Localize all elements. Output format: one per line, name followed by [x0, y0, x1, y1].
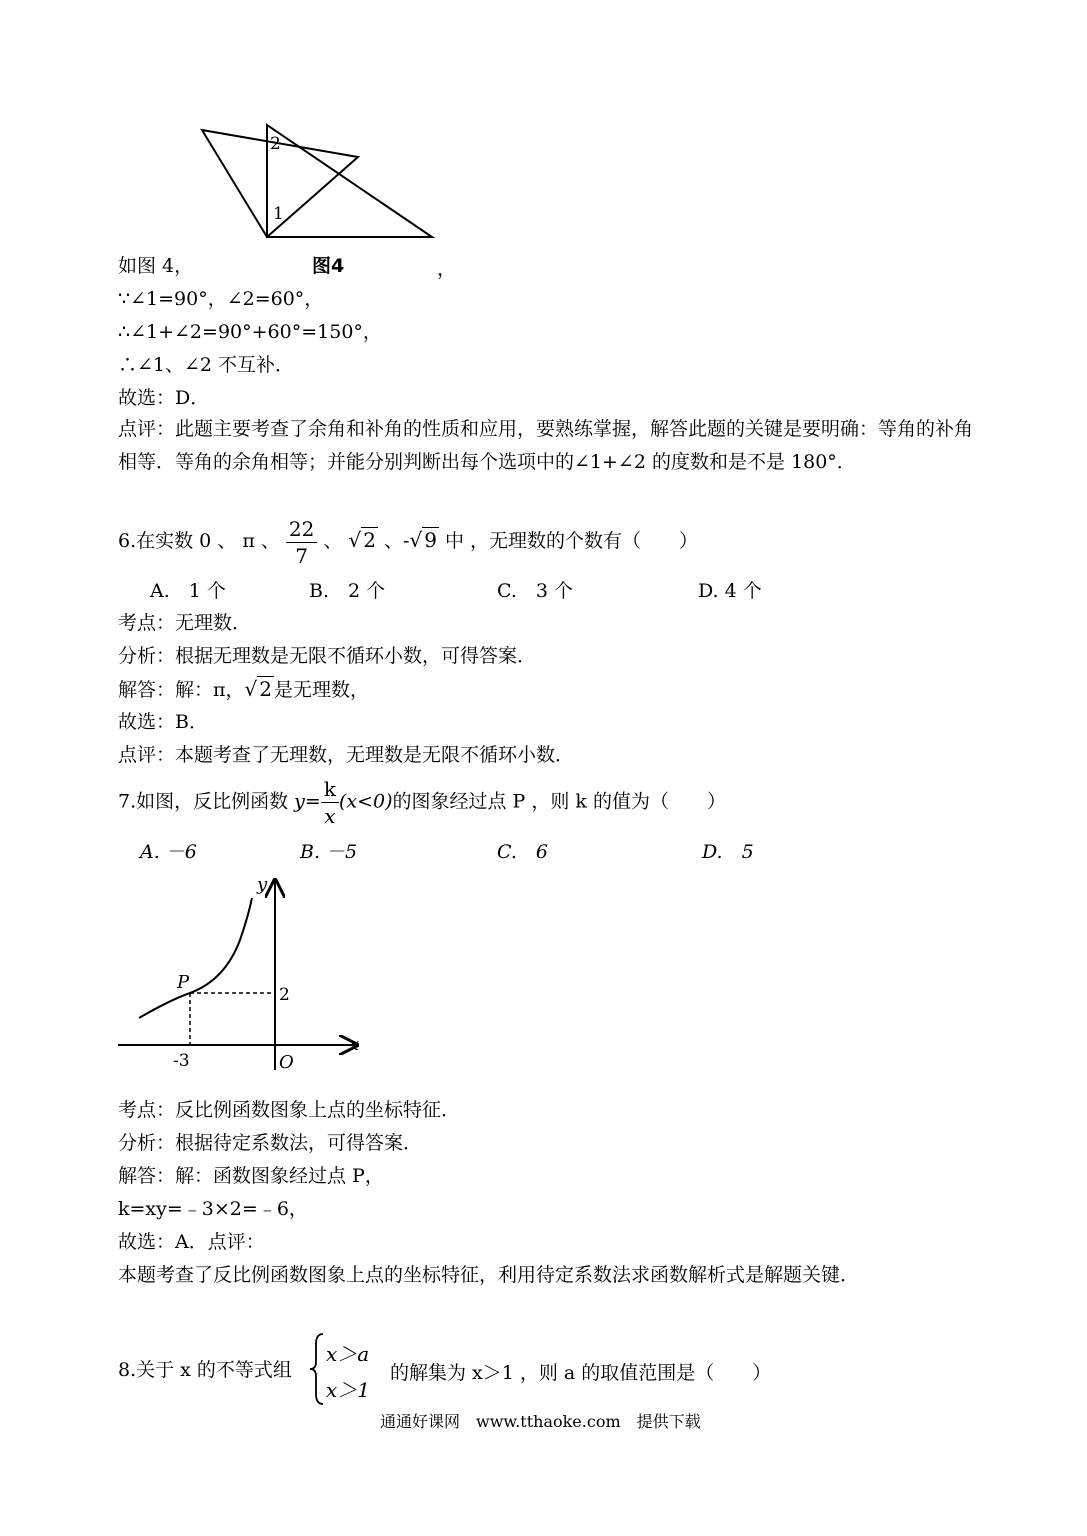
q8-prefix: 8.关于 x 的不等式组: [118, 1359, 292, 1381]
angle-label-1: 1: [273, 204, 284, 224]
figure-4-caption: 图4: [312, 255, 345, 277]
q6-stem: 6.在实数 0 、 π 、 $\frac{22}{7}$ 、 √ 2 、-√ 9 中 ，无理数的个数有（ ）: [118, 516, 699, 568]
q5-line-1: 如图 4，: [118, 255, 194, 277]
q6-guxuan: 故选：B．: [118, 711, 208, 733]
q6-fraction: $\frac{22}{7}$: [286, 516, 317, 569]
q6-option-a: A. 1 个: [150, 580, 226, 602]
q6-option-b: B. 2 个: [309, 580, 386, 602]
q8-brace: [308, 1332, 326, 1406]
q7-calc: k=xy=﹣3×2=﹣6，: [118, 1198, 308, 1220]
q6-pingping: 点评：本题考查了无理数，无理数是无限不循环小数．: [118, 744, 575, 766]
q7-option-b: B. －5: [300, 841, 358, 863]
q5-line-3: ∴∠1+∠2=90°+60°=150°，: [118, 321, 382, 343]
q7-option-d: D. 5: [702, 841, 754, 863]
q8-suffix: 的解集为 x＞1 ，则 a 的取值范围是（ ）: [390, 1362, 772, 1384]
footer: 通通好课网 www.tthaoke.com 提供下载: [380, 1412, 701, 1431]
q5-line-4: ∴∠1、∠2 不互补．: [118, 354, 295, 376]
q6-option-c: C. 3 个: [497, 580, 574, 602]
q7-guxuan: 故选：A．点评：: [118, 1231, 265, 1253]
q7-option-c: C. 6: [497, 841, 548, 863]
graph-y-tick: 2: [279, 985, 290, 1005]
q5-comment: 点评：此题主要考查了余角和补角的性质和应用，要熟练掌握，解答此题的关键是要明确：等角的补角相等．等角的余角相等；并能分别判断出每个选项中的∠1+∠2 的度数和是不是 180°．: [118, 418, 974, 473]
q7-pingping: 本题考查了反比例函数图象上点的坐标特征，利用待定系数法求函数解析式是解题关键．: [118, 1264, 860, 1286]
q7-kaodian: 考点：反比例函数图象上点的坐标特征．: [118, 1099, 461, 1121]
q5-line-5: 故选：D．: [118, 387, 210, 409]
angle-label-2: 2: [270, 134, 281, 154]
graph-p-label: P: [177, 972, 190, 993]
q6-kaodian: 考点：无理数．: [118, 612, 252, 634]
q7-fraction: $\frac{k}{x}$: [321, 776, 339, 829]
q6-fenxi: 分析：根据无理数是无限不循环小数，可得答案．: [118, 645, 537, 667]
graph-origin: O: [279, 1052, 294, 1073]
graph-x-label: x: [349, 1034, 360, 1055]
graph-y-label: y: [257, 874, 268, 895]
q5-line-1-comma: ，: [437, 258, 457, 280]
graph-x-tick: -3: [173, 1051, 190, 1071]
sqrt-9: √ 9: [409, 528, 437, 552]
q7-fenxi: 分析：根据待定系数法，可得答案．: [118, 1132, 423, 1154]
q6-option-d: D. 4 个: [698, 580, 762, 602]
q7-graph: [115, 870, 370, 1075]
q5-line-2: ∵∠1=90°，∠2=60°，: [118, 288, 324, 310]
q6-jieda: 解答：解：π，√ 2 是无理数，: [118, 677, 369, 701]
sqrt-2: √ 2: [348, 528, 376, 552]
q8-inequality-2: x＞1: [326, 1378, 371, 1402]
figure-4-triangles: [190, 115, 450, 245]
q7-jieda: 解答：解：函数图象经过点 P，: [118, 1165, 384, 1187]
q7-option-a: A. －6: [140, 841, 197, 863]
sqrt-2-answer: √ 2: [244, 677, 272, 701]
q8-inequality-1: x＞a: [326, 1342, 370, 1366]
q7-stem: 7.如图，反比例函数 y= $\frac{k}{x}$ (x<0)的图象经过点 P ，则 k 的值为（ ）: [118, 777, 726, 828]
